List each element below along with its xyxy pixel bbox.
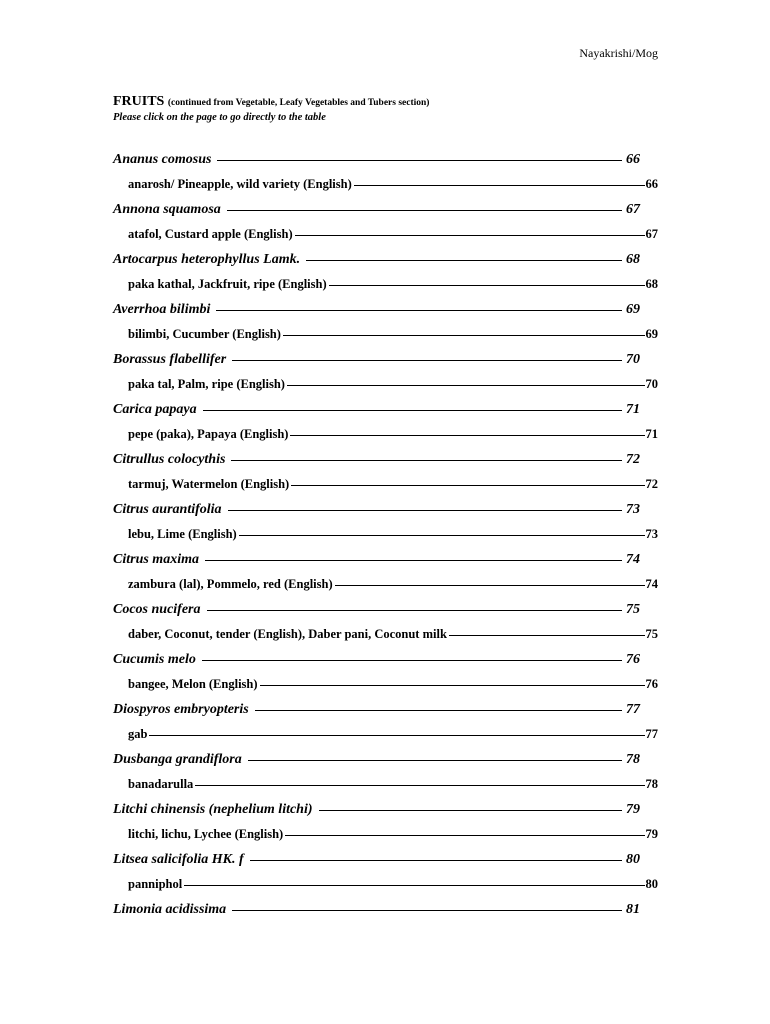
- toc-leader-line: [231, 460, 622, 461]
- toc-scientific-name: Borassus flabellifer: [113, 352, 227, 367]
- toc-leader-line: [239, 535, 645, 536]
- toc-page-number: 80: [626, 852, 640, 867]
- toc-scientific-name: Cocos nucifera: [113, 602, 201, 617]
- toc-common-name: gab: [128, 727, 148, 741]
- toc-common-name: anarosh/ Pineapple, wild variety (English): [128, 177, 352, 191]
- toc-page-number: 75: [626, 602, 640, 617]
- toc-leader-line: [329, 285, 645, 286]
- toc-page-number: 73: [626, 502, 640, 517]
- toc-common-name: paka kathal, Jackfruit, ripe (English): [128, 277, 327, 291]
- toc-subentry-citrus-aurantifolia[interactable]: [113, 522, 658, 547]
- toc-entry-ananus-comosus[interactable]: [113, 147, 658, 172]
- toc-scientific-name: Citrus aurantifolia: [113, 502, 222, 517]
- toc-leader-line: [195, 785, 644, 786]
- toc-common-name: bangee, Melon (English): [128, 677, 258, 691]
- toc-leader-line: [232, 360, 622, 361]
- toc-leader-line: [248, 760, 622, 761]
- toc-page-number: 81: [626, 902, 640, 917]
- toc-subentry-artocarpus-heterophyllus-lamk[interactable]: [113, 272, 658, 297]
- toc-page-number: 66: [645, 177, 658, 191]
- toc-scientific-name: Annona squamosa: [113, 202, 221, 217]
- toc-leader-line: [207, 610, 623, 611]
- toc-scientific-name: Dusbanga grandiflora: [113, 752, 242, 767]
- toc-page-number: 78: [645, 777, 658, 791]
- toc-leader-line: [287, 385, 645, 386]
- toc-leader-line: [250, 860, 622, 861]
- toc-leader-line: [255, 710, 622, 711]
- toc-subentry-citrus-maxima[interactable]: [113, 572, 658, 597]
- toc-entry-dusbanga-grandiflora[interactable]: [113, 747, 658, 772]
- toc-page-number: 76: [626, 652, 640, 667]
- toc-page-number: 77: [645, 727, 658, 741]
- toc-subentry-averrhoa-bilimbi[interactable]: [113, 322, 658, 347]
- toc-scientific-name: Artocarpus heterophyllus Lamk.: [113, 252, 301, 267]
- toc-leader-line: [184, 885, 644, 886]
- toc-common-name: bilimbi, Cucumber (English): [128, 327, 281, 341]
- toc-page-number: 71: [626, 402, 640, 417]
- toc-entry-borassus-flabellifer[interactable]: [113, 347, 658, 372]
- toc-common-name: atafol, Custard apple (English): [128, 227, 293, 241]
- toc-page-number: 72: [645, 477, 658, 491]
- toc-page-number: 66: [626, 152, 640, 167]
- toc-page-number: 70: [645, 377, 658, 391]
- toc-page-number: 70: [626, 352, 640, 367]
- toc-scientific-name: Averrhoa bilimbi: [113, 302, 211, 317]
- toc-subentry-litchi-chinensis-nephelium-litchi[interactable]: [113, 822, 658, 847]
- toc-leader-line: [354, 185, 645, 186]
- toc-scientific-name: Diospyros embryopteris: [113, 702, 249, 717]
- toc-page-number: 76: [645, 677, 658, 691]
- toc-leader-line: [205, 560, 622, 561]
- toc-subentry-litsea-salicifolia-hk-f[interactable]: [113, 872, 658, 897]
- toc-common-name: daber, Coconut, tender (English), Daber pani, Coconut milk: [128, 627, 447, 641]
- toc-leader-line: [335, 585, 645, 586]
- toc-page-number: 69: [626, 302, 640, 317]
- toc-entry-litchi-chinensis-nephelium-litchi[interactable]: [113, 797, 658, 822]
- toc-leader-line: [285, 835, 644, 836]
- toc-entry-citrullus-colocythis[interactable]: [113, 447, 658, 472]
- toc-leader-line: [291, 485, 644, 486]
- toc-scientific-name: Limonia acidissima: [113, 902, 227, 917]
- toc-subentry-carica-papaya[interactable]: [113, 422, 658, 447]
- toc-entry-cocos-nucifera[interactable]: [113, 597, 658, 622]
- toc-entry-citrus-aurantifolia[interactable]: [113, 497, 658, 522]
- toc-entry-diospyros-embryopteris[interactable]: [113, 697, 658, 722]
- toc-entry-litsea-salicifolia-hk-f[interactable]: [113, 847, 658, 872]
- toc-common-name: banadarulla: [128, 777, 194, 791]
- toc-leader-line: [227, 210, 622, 211]
- toc-leader-line: [202, 660, 622, 661]
- toc-leader-line: [203, 410, 622, 411]
- toc-subentry-cocos-nucifera[interactable]: [113, 622, 658, 647]
- toc-subentry-borassus-flabellifer[interactable]: [113, 372, 658, 397]
- toc-scientific-name: Citrus maxima: [113, 552, 199, 567]
- toc-page-number: 72: [626, 452, 640, 467]
- toc-common-name: pepe (paka), Papaya (English): [128, 427, 289, 441]
- toc-subentry-ananus-comosus[interactable]: [113, 172, 658, 197]
- toc-leader-line: [149, 735, 644, 736]
- toc-leader-line: [216, 310, 622, 311]
- toc-leader-line: [260, 685, 645, 686]
- toc-leader-line: [228, 510, 622, 511]
- toc-page-number: 69: [645, 327, 658, 341]
- table-of-contents: [113, 147, 658, 922]
- toc-leader-line: [449, 635, 645, 636]
- toc-scientific-name: Citrullus colocythis: [113, 452, 226, 467]
- toc-page-number: 68: [645, 277, 658, 291]
- toc-page-number: 77: [626, 702, 640, 717]
- toc-leader-line: [217, 160, 622, 161]
- header-document-id: Nayakrishi/Mog: [579, 46, 658, 60]
- toc-page-number: 80: [645, 877, 658, 891]
- title-block: [113, 94, 658, 123]
- toc-page-number: 75: [645, 627, 658, 641]
- toc-leader-line: [283, 335, 645, 336]
- toc-subentry-dusbanga-grandiflora[interactable]: [113, 772, 658, 797]
- toc-page-number: 79: [626, 802, 640, 817]
- toc-scientific-name: Litsea salicifolia HK. f: [113, 852, 244, 867]
- toc-leader-line: [290, 435, 644, 436]
- toc-subentry-diospyros-embryopteris[interactable]: [113, 722, 658, 747]
- toc-page-number: 74: [626, 552, 640, 567]
- toc-entry-artocarpus-heterophyllus-lamk[interactable]: [113, 247, 658, 272]
- toc-leader-line: [232, 910, 622, 911]
- toc-page-number: 74: [645, 577, 658, 591]
- toc-page-number: 78: [626, 752, 640, 767]
- toc-common-name: tarmuj, Watermelon (English): [128, 477, 290, 491]
- toc-common-name: litchi, lichu, Lychee (English): [128, 827, 284, 841]
- toc-subentry-citrullus-colocythis[interactable]: [113, 472, 658, 497]
- toc-entry-averrhoa-bilimbi[interactable]: [113, 297, 658, 322]
- toc-page-number: 68: [626, 252, 640, 267]
- toc-common-name: panniphol: [128, 877, 183, 891]
- toc-common-name: paka tal, Palm, ripe (English): [128, 377, 285, 391]
- section-subtitle: Please click on the page to go directly to the table: [113, 112, 326, 123]
- toc-page-number: 79: [645, 827, 658, 841]
- toc-common-name: zambura (lal), Pommelo, red (English): [128, 577, 333, 591]
- toc-page-number: 73: [645, 527, 658, 541]
- toc-leader-line: [295, 235, 645, 236]
- toc-entry-citrus-maxima[interactable]: [113, 547, 658, 572]
- toc-entry-carica-papaya[interactable]: [113, 397, 658, 422]
- toc-leader-line: [306, 260, 622, 261]
- toc-page-number: 67: [645, 227, 658, 241]
- toc-scientific-name: Ananus comosus: [113, 152, 212, 167]
- toc-scientific-name: Carica papaya: [113, 402, 197, 417]
- section-title-main: FRUITS: [113, 94, 165, 109]
- toc-page-number: 71: [645, 427, 658, 441]
- section-title-note: (continued from Vegetable, Leafy Vegetables and Tubers section): [167, 98, 430, 108]
- toc-subentry-annona-squamosa[interactable]: [113, 222, 658, 247]
- toc-leader-line: [319, 810, 622, 811]
- toc-entry-annona-squamosa[interactable]: [113, 197, 658, 222]
- toc-entry-limonia-acidissima[interactable]: [113, 897, 658, 922]
- toc-entry-cucumis-melo[interactable]: [113, 647, 658, 672]
- toc-subentry-cucumis-melo[interactable]: [113, 672, 658, 697]
- section-title: [113, 94, 658, 110]
- toc-common-name: lebu, Lime (English): [128, 527, 237, 541]
- toc-page-number: 67: [626, 202, 640, 217]
- toc-scientific-name: Cucumis melo: [113, 652, 196, 667]
- toc-scientific-name: Litchi chinensis (nephelium litchi): [113, 802, 313, 817]
